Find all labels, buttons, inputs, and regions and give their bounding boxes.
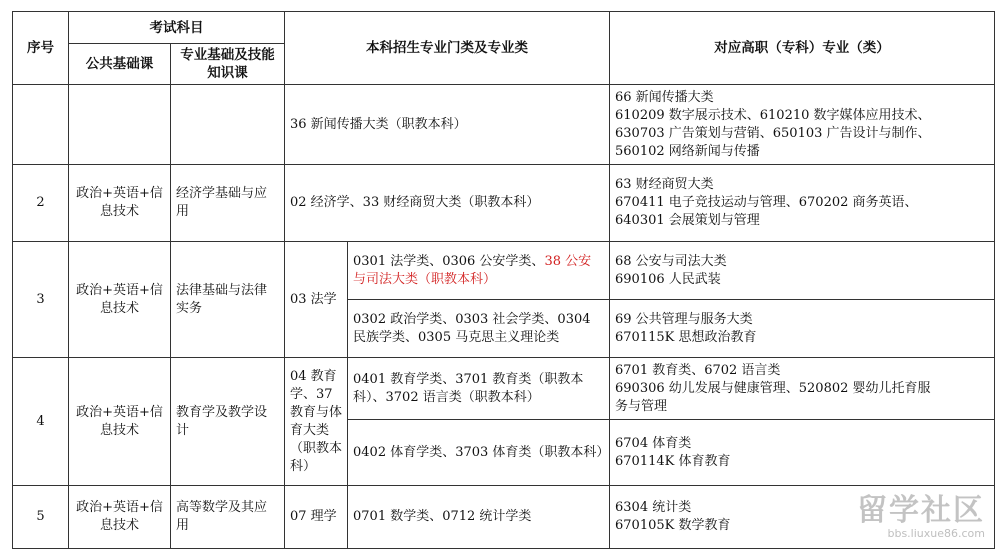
table-row xyxy=(13,242,995,300)
row-public-course: 政治+英语+信息技术 xyxy=(69,165,171,242)
row-undergrad-category: 0402 体育学类、3703 体育类（职教本科） xyxy=(348,420,610,486)
row-seq xyxy=(13,85,69,165)
row-vocational-major xyxy=(610,165,995,242)
row-seq: 5 xyxy=(13,486,69,549)
table-row xyxy=(13,85,995,165)
row-seq: 2 xyxy=(13,165,69,242)
undergrad-highlight-text: 38 公安与司法大类（职教本科） xyxy=(353,253,592,287)
vocational-line: 690306 幼儿发展与健康管理、520802 婴幼儿托育服 xyxy=(615,380,931,396)
row-vocational-major xyxy=(610,300,995,358)
row-undergrad-category: 36 新闻传播大类（职教本科） xyxy=(285,85,610,165)
vocational-line: 690106 人民武装 xyxy=(615,271,721,287)
vocational-line: 670105K 数学教育 xyxy=(615,518,731,533)
row-vocational-major xyxy=(610,420,995,486)
vocational-line: 610209 数字展示技术、610210 数字媒体应用技术、 xyxy=(615,107,931,123)
site-watermark xyxy=(813,495,985,543)
header-exam-subjects: 考试科目 xyxy=(69,12,285,44)
row-professional-course xyxy=(171,85,285,165)
row-seq: 4 xyxy=(13,358,69,486)
vocational-line: 66 新闻传播大类 xyxy=(615,89,714,105)
row-seq: 3 xyxy=(13,242,69,358)
header-vocational-major: 对应高职（专科）专业（类） xyxy=(610,12,995,85)
header-undergrad-category: 本科招生专业门类及专业类 xyxy=(285,12,610,85)
table-row xyxy=(13,358,995,420)
vocational-line: 560102 网络新闻与传播 xyxy=(615,143,760,159)
row-discipline-group: 07 理学 xyxy=(285,486,348,549)
row-undergrad-category: 0401 教育学类、3701 教育类（职教本科）、3702 语言类（职教本科） xyxy=(348,358,610,420)
row-undergrad-category: 0302 政治学类、0303 社会学类、0304 民族学类、0305 马克思主义理论类 xyxy=(348,300,610,358)
row-undergrad-category xyxy=(348,242,610,300)
row-professional-course: 法律基础与法律实务 xyxy=(171,242,285,358)
vocational-line: 6304 统计类 xyxy=(615,500,692,515)
row-undergrad-category: 0701 数学类、0712 统计学类 xyxy=(348,486,610,549)
row-public-course xyxy=(69,85,171,165)
header-public-basic: 公共基础课 xyxy=(69,44,171,85)
vocational-line: 670114K 体育教育 xyxy=(615,453,731,469)
row-professional-course: 经济学基础与应用 xyxy=(171,165,285,242)
watermark-logo: 留学社区 xyxy=(857,493,985,528)
row-vocational-major xyxy=(610,242,995,300)
vocational-line: 68 公安与司法大类 xyxy=(615,253,727,269)
vocational-line: 6704 体育类 xyxy=(615,435,692,451)
row-public-course: 政治+英语+信息技术 xyxy=(69,358,171,486)
vocational-line: 640301 会展策划与管理 xyxy=(615,213,760,228)
row-discipline-group: 04 教育学、37 教育与体育大类（职教本科） xyxy=(285,358,348,486)
row-discipline-group: 03 法学 xyxy=(285,242,348,358)
vocational-line: 63 财经商贸大类 xyxy=(615,177,714,192)
vocational-line: 6701 教育类、6702 语言类 xyxy=(615,362,781,378)
table-row xyxy=(13,165,995,242)
vocational-line: 670411 电子竞技运动与管理、670202 商务英语、 xyxy=(615,195,918,210)
vocational-line: 务与管理 xyxy=(615,398,668,414)
row-public-course: 政治+英语+信息技术 xyxy=(69,486,171,549)
row-vocational-major xyxy=(610,85,995,165)
header-professional-basic: 专业基础及技能知识课 xyxy=(171,44,285,85)
enrollment-table xyxy=(12,11,995,549)
watermark-url: bbs.liuxue86.com xyxy=(887,527,985,540)
row-professional-course: 教育学及教学设计 xyxy=(171,358,285,486)
vocational-line: 69 公共管理与服务大类 xyxy=(615,311,753,327)
header-seq: 序号 xyxy=(13,12,69,85)
vocational-line: 670115K 思想政治教育 xyxy=(615,329,757,345)
vocational-line: 630703 广告策划与营销、650103 广告设计与制作、 xyxy=(615,125,931,141)
row-professional-course: 高等数学及其应用 xyxy=(171,486,285,549)
row-undergrad-category: 02 经济学、33 财经商贸大类（职教本科） xyxy=(285,165,610,242)
row-vocational-major xyxy=(610,358,995,420)
row-public-course: 政治+英语+信息技术 xyxy=(69,242,171,358)
undergrad-text: 0301 法学类、0306 公安学类、 xyxy=(353,253,545,269)
